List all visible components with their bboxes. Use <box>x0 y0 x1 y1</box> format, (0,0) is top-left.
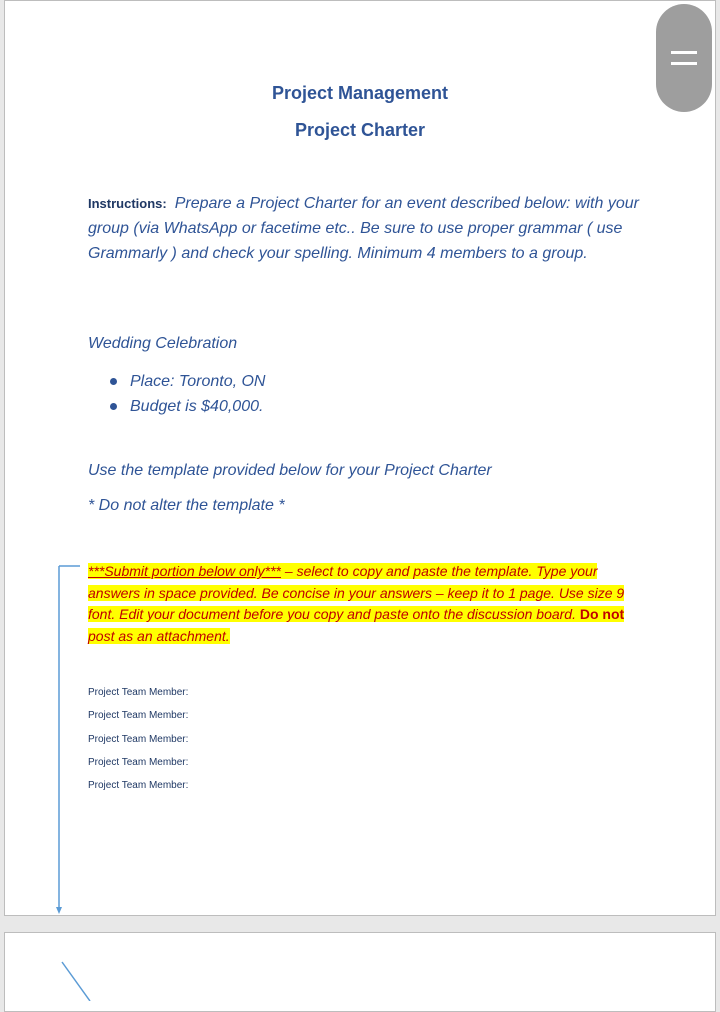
scroll-handle[interactable] <box>656 4 712 112</box>
submit-text: – select to copy and paste the template. Type your answers in space provided. Be concise in your answers – keep it to 1 page. Use size 9 font. Edit your document before you copy and paste onto the discussion board. <box>88 563 625 622</box>
submit-bold-text: Do not <box>579 606 625 622</box>
team-member-field: Project Team Member: <box>88 710 189 722</box>
page-subtitle: Project Charter <box>294 120 426 140</box>
event-title: Wedding Celebration <box>88 335 238 352</box>
no-alter-note: * Do not alter the template * <box>88 497 285 514</box>
page-title: Project Management <box>271 83 449 103</box>
list-item: Place: Toronto, ON <box>88 369 265 394</box>
team-member-field: Project Team Member: <box>88 780 189 792</box>
submit-text-end: post as an attachment. <box>88 627 230 644</box>
drag-grip-icon <box>671 47 697 69</box>
template-note: Use the template provided below for your Project Charter <box>88 462 492 479</box>
team-member-field: Project Team Member: <box>88 733 189 745</box>
team-member-field: Project Team Member: <box>88 756 189 768</box>
arrow-head <box>56 907 62 914</box>
list-item: Budget is $40,000. <box>88 394 265 419</box>
instructions-label: Instructions: <box>88 196 167 211</box>
submit-heading: ***Submit portion below only*** <box>88 563 281 579</box>
instructions-text: Prepare a Project Charter for an event described below: with your group (via WhatsApp or facetime etc.. Be sure to use proper grammar ( use Grammarly ) and check your spelling. Minimum 4 members to a group. <box>88 195 639 262</box>
diagonal-line <box>62 962 90 1001</box>
team-member-field: Project Team Member: <box>88 687 189 698</box>
